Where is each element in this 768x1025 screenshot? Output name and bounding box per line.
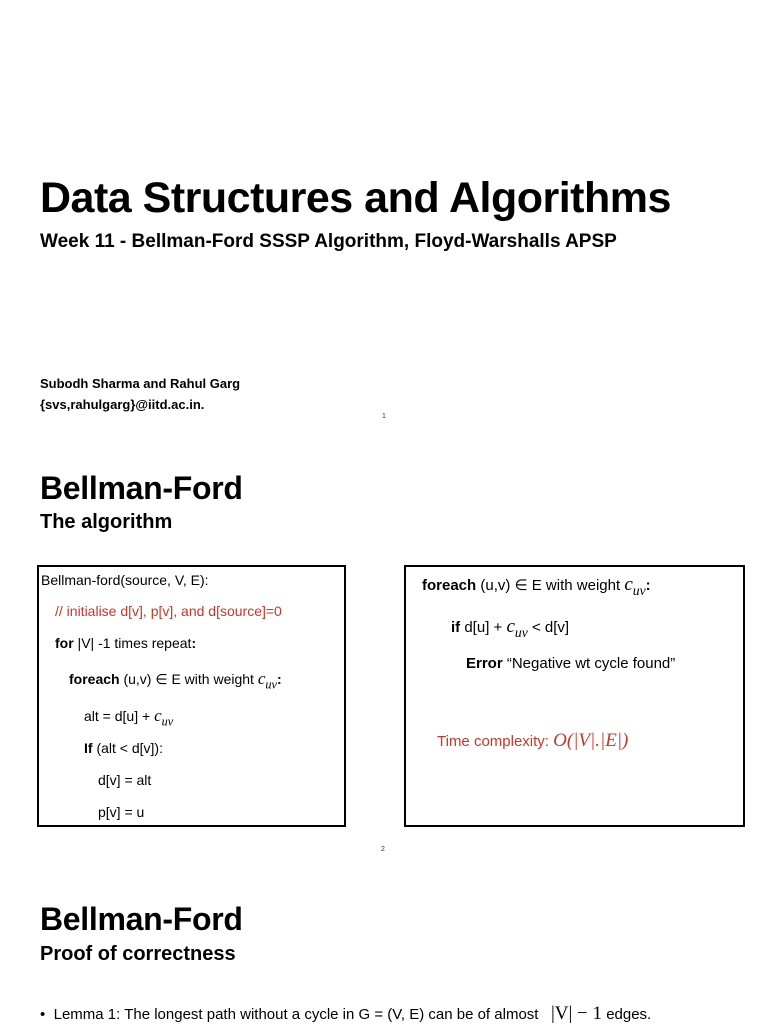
alt-text: alt = d[u] + [84, 708, 155, 724]
for-rest: |V| -1 times repeat [73, 635, 192, 651]
check-weight-symbol: $c_{uv}$ [624, 574, 646, 598]
time-complexity-label: Time complexity: [437, 733, 554, 750]
time-complexity [437, 730, 628, 752]
check-foreach-keyword: foreach [422, 577, 477, 594]
check-if-keyword: if [451, 619, 461, 636]
slide2-heading: Bellman-Ford [40, 470, 243, 506]
slide1-authors: Subodh Sharma and Rahul Garg [40, 376, 241, 391]
lemma-1-item [40, 1003, 651, 1025]
slide1-email: {svs,rahulgarg}@iitd.ac.in. [40, 397, 205, 412]
check-if-a: d[u] + [460, 619, 507, 636]
slide1-title: Data Structures and Algorithms [40, 174, 671, 222]
error-line [466, 655, 675, 672]
algo-dv-line: d[v] = alt [98, 772, 152, 788]
algo-if-line [84, 740, 163, 756]
lemma-1-end: edges. [606, 1006, 652, 1023]
check-if-weight-symbol: $c_{uv}$ [506, 616, 528, 640]
bullet: • [40, 1006, 46, 1023]
slide3-heading: Bellman-Ford [40, 901, 243, 937]
algo-foreach-line [69, 669, 282, 692]
slide1-page-number: 1 [382, 413, 386, 420]
foreach-rest: (u,v) ∈ E with weight [119, 671, 258, 687]
lemma-1-math: |V| − 1 [550, 1003, 603, 1024]
slide2-page-number: 2 [381, 846, 385, 853]
lemma-1-text: Lemma 1: The longest path without a cycle in G = (V, E) can be of almost [53, 1006, 539, 1023]
error-keyword: Error [466, 655, 503, 672]
check-if-line [451, 616, 569, 641]
foreach-keyword: foreach [69, 671, 120, 687]
negative-cycle-box [404, 565, 745, 827]
alt-weight-symbol: $c_{uv}$ [154, 706, 174, 729]
algo-signature: Bellman-ford(source, V, E): [41, 572, 209, 588]
if-rest: (alt < d[v]): [92, 740, 163, 756]
algorithm-box [37, 565, 346, 827]
check-foreach-colon: : [645, 577, 651, 594]
algo-for-line [55, 635, 196, 651]
check-foreach-line [422, 574, 651, 599]
algo-alt-line [84, 706, 173, 729]
algo-init-comment: // initialise d[v], p[v], and d[source]=0 [55, 603, 282, 619]
weight-symbol: $c_{uv}$ [257, 669, 277, 692]
time-complexity-formula: O(|V|.|E|) [553, 730, 629, 751]
slide3-subheading: Proof of correctness [40, 943, 236, 965]
slide1-subtitle: Week 11 - Bellman-Ford SSSP Algorithm, Floyd-Warshalls APSP [40, 231, 617, 252]
for-keyword: for [55, 635, 74, 651]
algo-pv-line: p[v] = u [98, 804, 145, 820]
foreach-colon: : [276, 671, 282, 687]
if-keyword: If [84, 740, 93, 756]
for-colon: : [191, 635, 197, 651]
check-if-b: < d[v] [527, 619, 570, 636]
check-foreach-rest: (u,v) ∈ E with weight [476, 577, 625, 594]
error-message: “Negative wt cycle found” [502, 655, 676, 672]
slide2-subheading: The algorithm [40, 511, 173, 533]
